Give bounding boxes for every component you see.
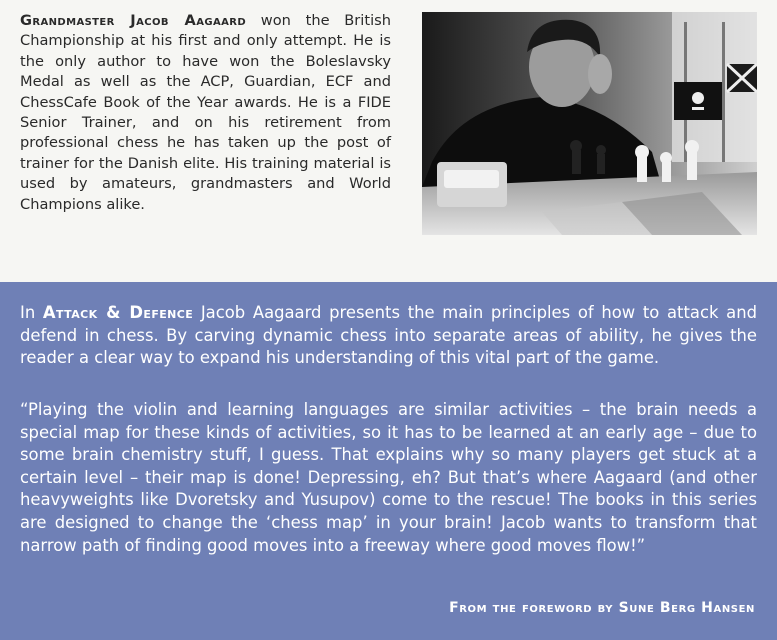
author-portrait-photo — [422, 12, 757, 235]
author-section — [0, 0, 777, 282]
description-text: Jacob Aagaard presents the main principles of how to attack and defend in chess. By carving dynamic chess into separate areas of ability, he gives the reader a clear way to expand his understanding of this vital part of the game. — [20, 303, 757, 368]
author-photo — [422, 12, 757, 235]
book-description — [20, 302, 757, 370]
author-bio — [20, 11, 391, 215]
description-prefix: In — [20, 303, 43, 322]
description-panel — [0, 282, 777, 640]
foreword-quote: “Playing the violin and learning languages are similar activities – the brain needs a special map for these kinds of activities, so it has to be learned at an early age – due to some brain chemistry stuff, I guess. That explains why so many players get stuck at a certain level – their map is done! Depressing, eh? But that’s where Aagaard (and other heavyweights like Dvoretsky and Yusupov) come to the rescue! The books in this series are designed to change the ‘chess map’ in your brain! Jacob wants to transform that narrow path of finding good moves into a freeway where good moves flow!” — [20, 400, 757, 555]
author-name: Grandmaster Jacob Aagaard — [20, 12, 247, 29]
quote-attribution: From the foreword by Sune Berg Hansen — [449, 600, 755, 616]
book-title: Attack & Defence — [42, 303, 194, 322]
author-bio-text: won the British Championship at his first and only attempt. He is the only author to have won the Boleslavsky Medal as well as the ACP, Guardian, ECF and ChessCafe Book of the Year awards. He is a FIDE Senior Trainer, and on his retirement from professional chess he has taken up the post of trainer for the Danish elite. His training material is used by amateurs, grandmasters and World Champions alike. — [20, 12, 391, 213]
